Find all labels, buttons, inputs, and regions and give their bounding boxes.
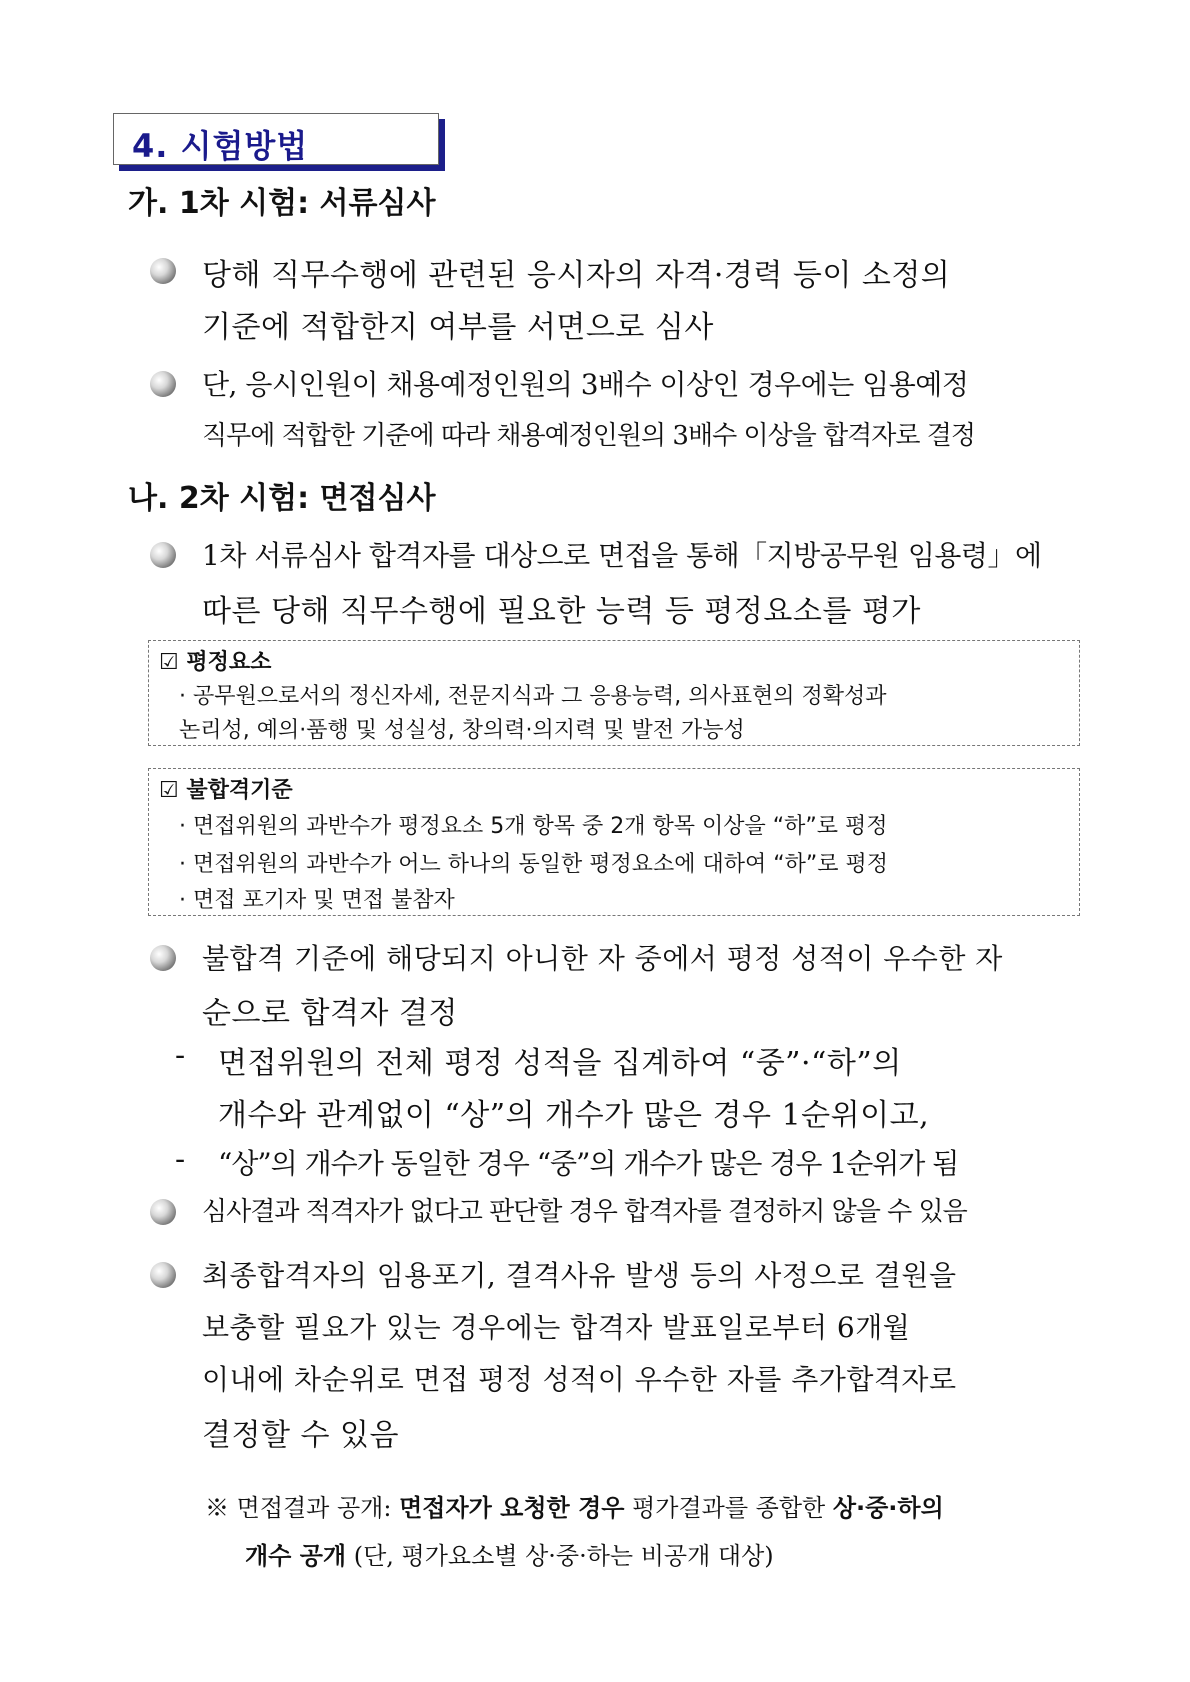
box-item: · 공무원으로서의 정신자세, 전문지식과 그 응용능력, 의사표현의 정확성과 (179, 684, 887, 709)
text-line: 면접위원의 전체 평정 성적을 집계하여 “중”·“하”의 (218, 1046, 902, 1081)
box-title: ☑ 평정요소 (159, 650, 272, 675)
text-line: 심사결과 적격자가 없다고 판단할 경우 합격자를 결정하지 않을 수 있음 (202, 1197, 967, 1227)
subsection-title-2: 나. 2차 시험: 면접심사 (128, 481, 436, 516)
box-item: 논리성, 예의·품행 및 성실성, 창의력·의지력 및 발전 가능성 (179, 718, 745, 743)
text-line: 따른 당해 직무수행에 필요한 능력 등 평정요소를 평가 (202, 594, 921, 629)
text-line: “상”의 개수가 동일한 경우 “중”의 개수가 많은 경우 1순위가 됨 (218, 1147, 959, 1180)
bullet-icon (150, 371, 176, 397)
note-bold: 상·중·하의 (832, 1494, 944, 1522)
text-line: 기준에 적합한지 여부를 서면으로 심사 (202, 310, 714, 345)
section-heading-box (113, 113, 439, 165)
text-line: 보충할 필요가 있는 경우에는 합격자 발표일로부터 6개월 (202, 1311, 911, 1344)
section-heading: 4. 시험방법 (132, 127, 309, 165)
text-line: 불합격 기준에 해당되지 아니한 자 중에서 평정 성적이 우수한 자 (202, 942, 1003, 975)
bullet-icon (150, 542, 176, 568)
box-item: · 면접위원의 과반수가 어느 하나의 동일한 평정요소에 대하여 “하”로 평정 (179, 852, 889, 877)
bullet-icon (150, 258, 176, 284)
bullet-icon (150, 1199, 176, 1225)
dash-marker: - (175, 1038, 186, 1073)
note-bold: 개수 공개 (245, 1542, 347, 1570)
note-text: (단, 평가요소별 상·중·하는 비공개 대상) (346, 1542, 774, 1570)
text-line: 최종합격자의 임용포기, 결격사유 발생 등의 사정으로 결원을 (202, 1259, 957, 1292)
note-text: 면접결과 공개: (229, 1494, 400, 1522)
text-line: 직무에 적합한 기준에 따라 채용예정인원의 3배수 이상을 합격자로 결정 (202, 421, 976, 451)
box-item: · 면접 포기자 및 면접 불참자 (179, 888, 455, 913)
text-line: 결정할 수 있음 (202, 1418, 399, 1453)
text-line: 단, 응시인원이 채용예정인원의 3배수 이상인 경우에는 임용예정 (202, 368, 969, 401)
text-line: 이내에 차순위로 면접 평정 성적이 우수한 자를 추가합격자로 (202, 1363, 957, 1396)
box-item: · 면접위원의 과반수가 평정요소 5개 항목 중 2개 항목 이상을 “하”로 평정 (179, 814, 888, 839)
note-line-1 (205, 1488, 944, 1523)
fail-criteria-box (148, 768, 1080, 916)
note-line-2 (245, 1536, 774, 1571)
box-title: ☑ 불합격기준 (159, 778, 293, 803)
note-mark: ※ (205, 1494, 229, 1522)
text-line: 개수와 관계없이 “상”의 개수가 많은 경우 1순위이고, (218, 1098, 930, 1133)
text-line: 당해 직무수행에 관련된 응시자의 자격·경력 등이 소정의 (202, 258, 951, 293)
text-line: 순으로 합격자 결정 (202, 996, 458, 1031)
subsection-title-1: 가. 1차 시험: 서류심사 (128, 186, 436, 221)
bullet-icon (150, 945, 176, 971)
dash-marker: - (175, 1142, 186, 1177)
bullet-icon (150, 1262, 176, 1288)
text-line: 1차 서류심사 합격자를 대상으로 면접을 통해「지방공무원 임용령」에 (202, 539, 1042, 572)
note-text: 평가결과를 종합한 (624, 1494, 833, 1522)
evaluation-factors-box (148, 640, 1080, 746)
note-bold: 면접자가 요청한 경우 (399, 1494, 625, 1522)
